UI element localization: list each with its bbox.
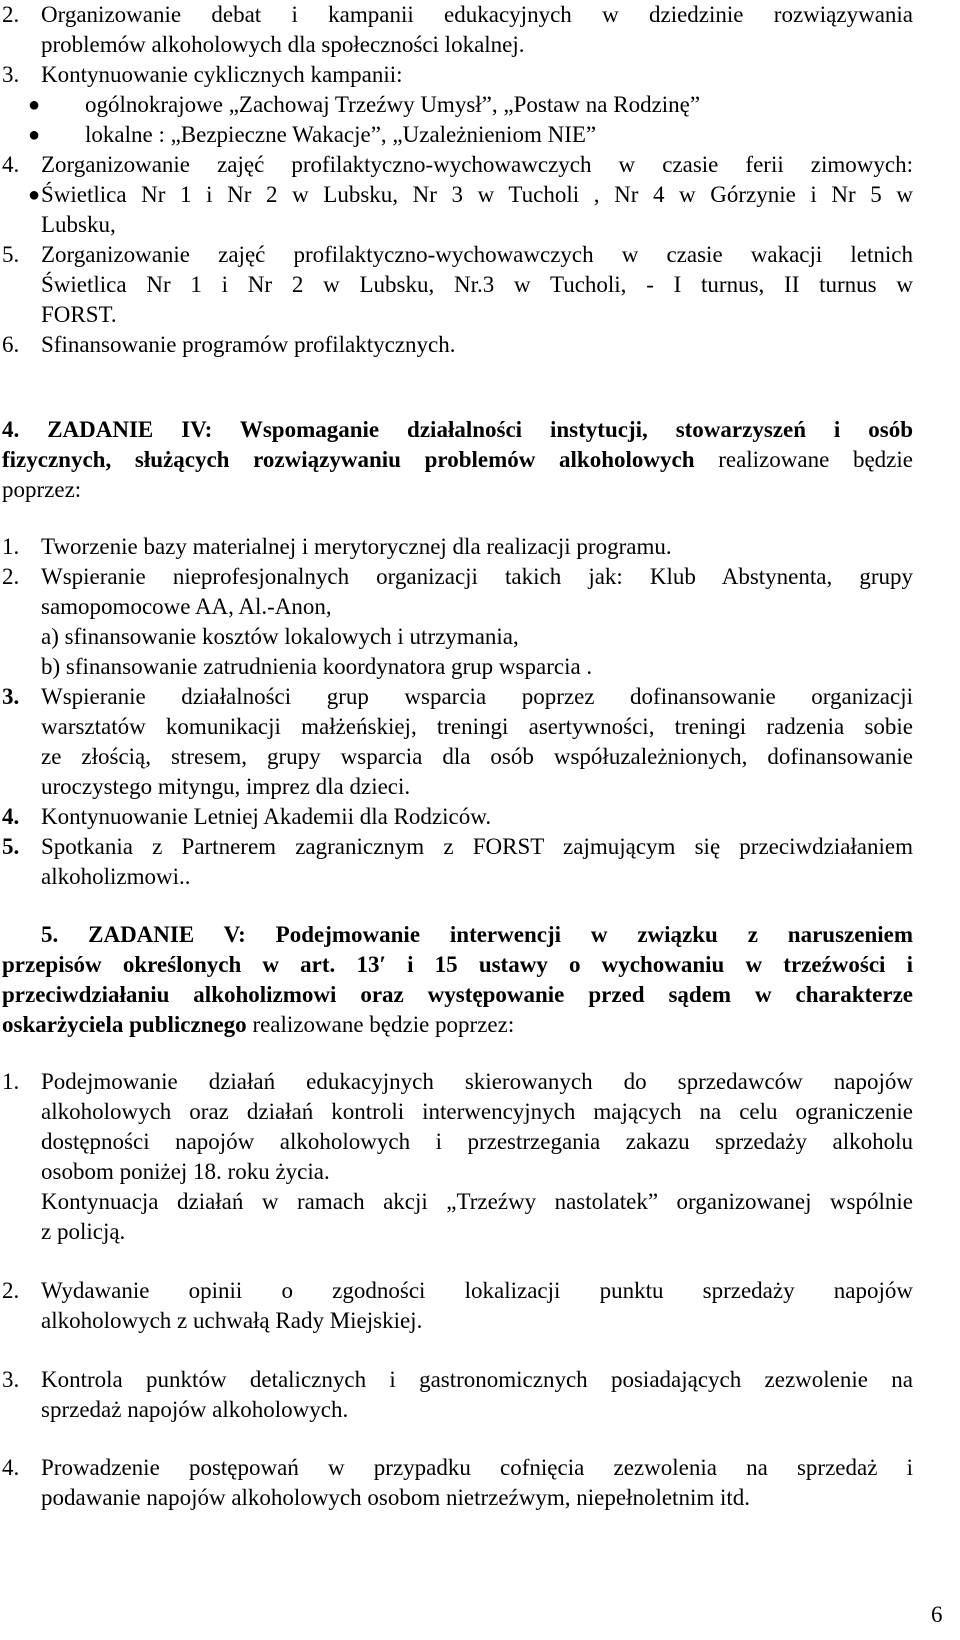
- item-text: ze złością, stresem, grupy wsparcia dla osób współuzależnionych, dofinansowanie: [41, 744, 913, 769]
- item-text: warsztatów komunikacji małżeńskiej, treningi asertywności, treningi radzenia sobie: [41, 714, 913, 739]
- item-text: Wspieranie działalności grup wsparcia poprzez dofinansowanie organizacji: [41, 684, 913, 709]
- item-text: alkoholowych z uchwałą Rady Miejskiej.: [41, 1308, 423, 1333]
- item-text: uroczystego mityngu, imprez dla dzieci.: [41, 774, 411, 799]
- item-number: 3.: [2, 62, 20, 87]
- bullet-text: ogólnokrajowe „Zachowaj Trzeźwy Umysł”, „Postaw na Rodzinę”: [85, 92, 701, 117]
- item-number: 2.: [2, 1278, 20, 1303]
- bullet-text: Świetlica Nr 1 i Nr 2 w Lubsku, Nr 3 w Tucholi , Nr 4 w Górzynie i Nr 5 w: [41, 182, 913, 207]
- item-text: sprzedaż napojów alkoholowych.: [41, 1397, 349, 1422]
- item-number: 1.: [2, 534, 20, 559]
- item-text: Wspieranie nieprofesjonalnych organizacji takich jak: Klub Abstynenta, grupy: [41, 564, 913, 589]
- item-text: Kontrola punktów detalicznych i gastronomicznych posiadających zezwolenie na: [41, 1367, 913, 1392]
- heading-text: [2, 445, 913, 475]
- item-number: 5.: [2, 242, 20, 267]
- page-number: 6: [931, 1602, 943, 1627]
- item-text: dostępności napojów alkoholowych i przestrzegania zakazu sprzedaży alkoholu: [41, 1129, 913, 1154]
- heading-text: przepisów określonych w art. 13′ i 15 ustawy o wychowaniu w trzeźwości i: [2, 952, 913, 977]
- sub-item-text: b) sfinansowanie zatrudnienia koordynatora grup wsparcia .: [41, 654, 593, 679]
- item-number: 4.: [2, 804, 20, 829]
- item-text: alkoholizmowi..: [41, 864, 191, 889]
- item-text: Kontynuacja działań w ramach akcji „Trzeźwy nastolatek” organizowanej wspólnie: [41, 1189, 913, 1214]
- heading-text: poprzez:: [2, 477, 82, 502]
- bullet-text: lokalne : „Bezpieczne Wakacje”, „Uzależnieniom NIE”: [85, 122, 597, 147]
- item-number: 4.: [2, 1455, 20, 1480]
- item-text: Prowadzenie postępowań w przypadku cofnięcia zezwolenia na sprzedaż i: [41, 1455, 913, 1480]
- item-number: 2.: [2, 564, 20, 589]
- item-text: Podejmowanie działań edukacyjnych skierowanych do sprzedawców napojów: [41, 1069, 913, 1094]
- item-text: Tworzenie bazy materialnej i merytorycznej dla realizacji programu.: [41, 534, 672, 559]
- item-text: samopomocowe AA, Al.-Anon,: [41, 594, 332, 619]
- item-text: Zorganizowanie zajęć profilaktyczno-wychowawczych w czasie ferii zimowych:: [41, 152, 913, 177]
- item-text: osobom poniżej 18. roku życia.: [41, 1159, 330, 1184]
- bullet-text: Lubsku,: [41, 212, 116, 237]
- item-number: 3.: [2, 1367, 20, 1392]
- item-text: Wydawanie opinii o zgodności lokalizacji punktu sprzedaży napojów: [41, 1278, 913, 1303]
- item-number: 5.: [2, 834, 20, 859]
- bullet-icon: ●: [28, 124, 41, 146]
- bullet-icon: ●: [28, 94, 41, 116]
- heading-text: przeciwdziałaniu alkoholizmowi oraz występowanie przed sądem w charakterze: [2, 982, 913, 1007]
- item-number: 1.: [2, 1069, 20, 1094]
- heading-regular-text: realizowane będzie: [694, 447, 913, 472]
- item-text: alkoholowych oraz działań kontroli interwencyjnych mających na celu ograniczenie: [41, 1099, 913, 1124]
- item-text: Świetlica Nr 1 i Nr 2 w Lubsku, Nr.3 w Tucholi, - I turnus, II turnus w: [41, 272, 913, 297]
- item-number: 3.: [2, 684, 20, 709]
- item-text: Spotkania z Partnerem zagranicznym z FORST zajmującym się przeciwdziałaniem: [41, 834, 913, 859]
- heading-text: 5. ZADANIE V: Podejmowanie interwencji w związku z naruszeniem: [41, 922, 913, 947]
- item-number: 6.: [2, 332, 20, 357]
- heading-bold-text: oskarżyciela publicznego: [2, 1012, 247, 1037]
- item-number: 4.: [2, 152, 20, 177]
- item-text: Kontynuowanie cyklicznych kampanii:: [41, 62, 403, 87]
- bullet-icon: ●: [28, 184, 41, 206]
- item-text: FORST.: [41, 302, 117, 327]
- item-text: z policją.: [41, 1219, 126, 1244]
- item-text: Organizowanie debat i kampanii edukacyjnych w dziedzinie rozwiązywania: [41, 2, 913, 27]
- sub-item-text: a) sfinansowanie kosztów lokalowych i utrzymania,: [41, 624, 519, 649]
- item-text: Sfinansowanie programów profilaktycznych.: [41, 332, 456, 357]
- item-number: 2.: [2, 2, 20, 27]
- heading-regular-text: realizowane będzie poprzez:: [246, 1012, 515, 1037]
- item-text: Kontynuowanie Letniej Akademii dla Rodziców.: [41, 804, 492, 829]
- heading-text: [2, 1010, 913, 1040]
- item-text: podawanie napojów alkoholowych osobom nietrzeźwym, niepełnoletnim itd.: [41, 1485, 751, 1510]
- heading-bold-text: fizycznych, służących rozwiązywaniu problemów alkoholowych: [2, 447, 695, 472]
- heading-text: 4. ZADANIE IV: Wspomaganie działalności instytucji, stowarzyszeń i osób: [2, 417, 913, 442]
- item-text: problemów alkoholowych dla społeczności lokalnej.: [41, 32, 525, 57]
- item-text: Zorganizowanie zajęć profilaktyczno-wychowawczych w czasie wakacji letnich: [41, 242, 913, 267]
